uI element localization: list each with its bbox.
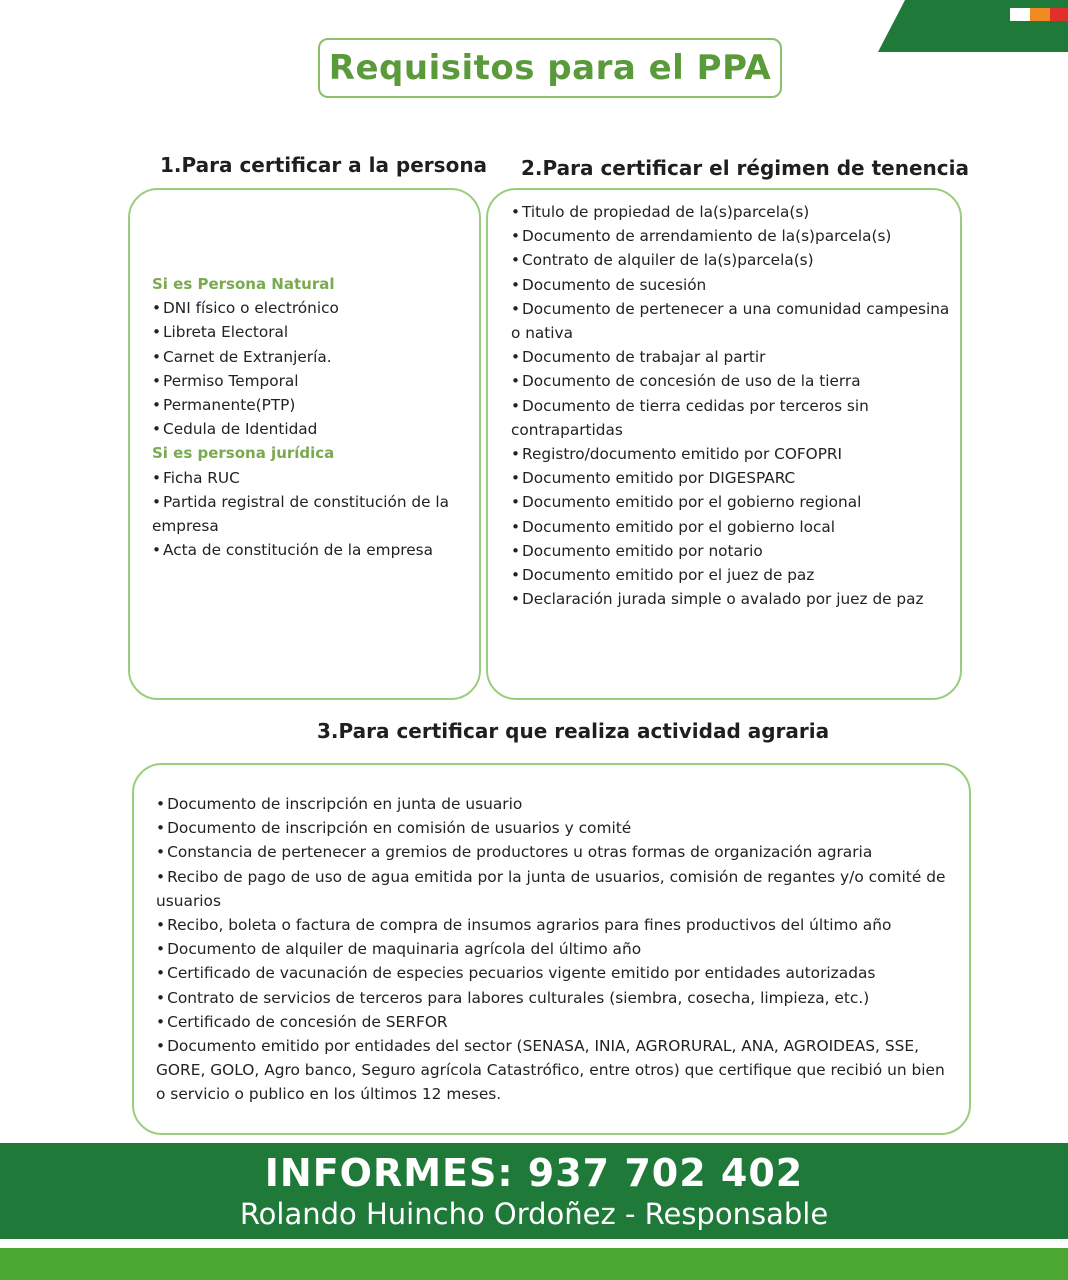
section-heading-persona: 1.Para certificar a la persona [160,153,488,177]
list-item: • Recibo de pago de uso de agua emitida por la junta de usuarios, comisión de regantes y/o comité de usuarios [156,865,956,913]
list-item: • Documento emitido por notario [511,539,951,563]
footer-contact-phone: INFORMES: 937 702 402 [264,1151,804,1195]
list-item: • Carnet de Extranjería. [152,345,474,369]
list-item: • Declaración jurada simple o avalado por juez de paz [511,587,951,611]
list-item: • Titulo de propiedad de la(s)parcela(s) [511,200,951,224]
legal-person-label: Si es persona jurídica [152,444,335,463]
flag-stripe-red [1050,8,1068,21]
list-item: • Documento de alquiler de maquinaria agrícola del último año [156,937,956,961]
natural-person-label: Si es Persona Natural [152,275,335,293]
actividad-requirements [156,792,956,1107]
list-item: • Documento de arrendamiento de la(s)parcela(s) [511,224,951,248]
list-item: • Acta de constitución de la empresa [152,538,474,562]
list-item: • Recibo, boleta o factura de compra de insumos agrarios para fines productivos del último año [156,913,956,937]
section-heading-actividad: 3.Para certificar que realiza actividad agraria [317,719,830,743]
list-item: • Documento de trabajar al partir [511,345,951,369]
tenencia-requirements [511,200,951,611]
list-item: • Documento emitido por entidades del sector (SENASA, INIA, AGRORURAL, ANA, AGROIDEAS, SSE, GORE, GOLO, Agro banco, Seguro agrícola Catastrófico, entre otros) que certifique que recibió un bien o servicio o publico en los últimos 12 meses. [156,1034,956,1107]
flag-stripe-orange [1030,8,1050,21]
list-item: • Contrato de servicios de terceros para labores culturales (siembra, cosecha, limpieza, etc.) [156,986,956,1010]
list-item: • Documento emitido por el gobierno regional [511,490,951,514]
list-item: • Partida registral de constitución de la empresa [152,490,474,538]
list-item: • Documento de sucesión [511,273,951,297]
list-item: • Contrato de alquiler de la(s)parcela(s) [511,248,951,272]
list-item: • Certificado de concesión de SERFOR [156,1010,956,1034]
list-item: • Permiso Temporal [152,369,474,393]
natural-person-list [152,296,474,441]
flag-stripe-white [1010,8,1030,21]
persona-requirements [152,272,474,562]
list-item: • Ficha RUC [152,466,474,490]
list-item: • Constancia de pertenecer a gremios de productores u otras formas de organización agraria [156,840,956,864]
list-item: • Documento de concesión de uso de la tierra [511,369,951,393]
list-item: • Documento de pertenecer a una comunidad campesina o nativa [511,297,951,345]
section-heading-tenencia: 2.Para certificar el régimen de tenencia [521,156,969,180]
list-item: • Certificado de vacunación de especies pecuarios vigente emitido por entidades autorizadas [156,961,956,985]
list-item: • DNI físico o electrónico [152,296,474,320]
list-item: • Libreta Electoral [152,320,474,344]
list-item: • Documento de tierra cedidas por terceros sin contrapartidas [511,394,951,442]
footer-bottom-stripe [0,1248,1068,1280]
corner-green-band [878,0,1068,52]
footer-responsible: Rolando Huincho Ordoñez - Responsable [239,1197,829,1231]
legal-person-list [152,466,474,563]
list-item: • Registro/documento emitido por COFOPRI [511,442,951,466]
list-item: • Documento emitido por el juez de paz [511,563,951,587]
list-item: • Documento emitido por el gobierno local [511,515,951,539]
list-item: • Documento emitido por DIGESPARC [511,466,951,490]
list-item: • Documento de inscripción en junta de usuario [156,792,956,816]
page-title: Requisitos para el PPA [328,48,772,88]
list-item: • Cedula de Identidad [152,417,474,441]
title-box [318,38,782,98]
list-item: • Permanente(PTP) [152,393,474,417]
list-item: • Documento de inscripción en comisión de usuarios y comité [156,816,956,840]
